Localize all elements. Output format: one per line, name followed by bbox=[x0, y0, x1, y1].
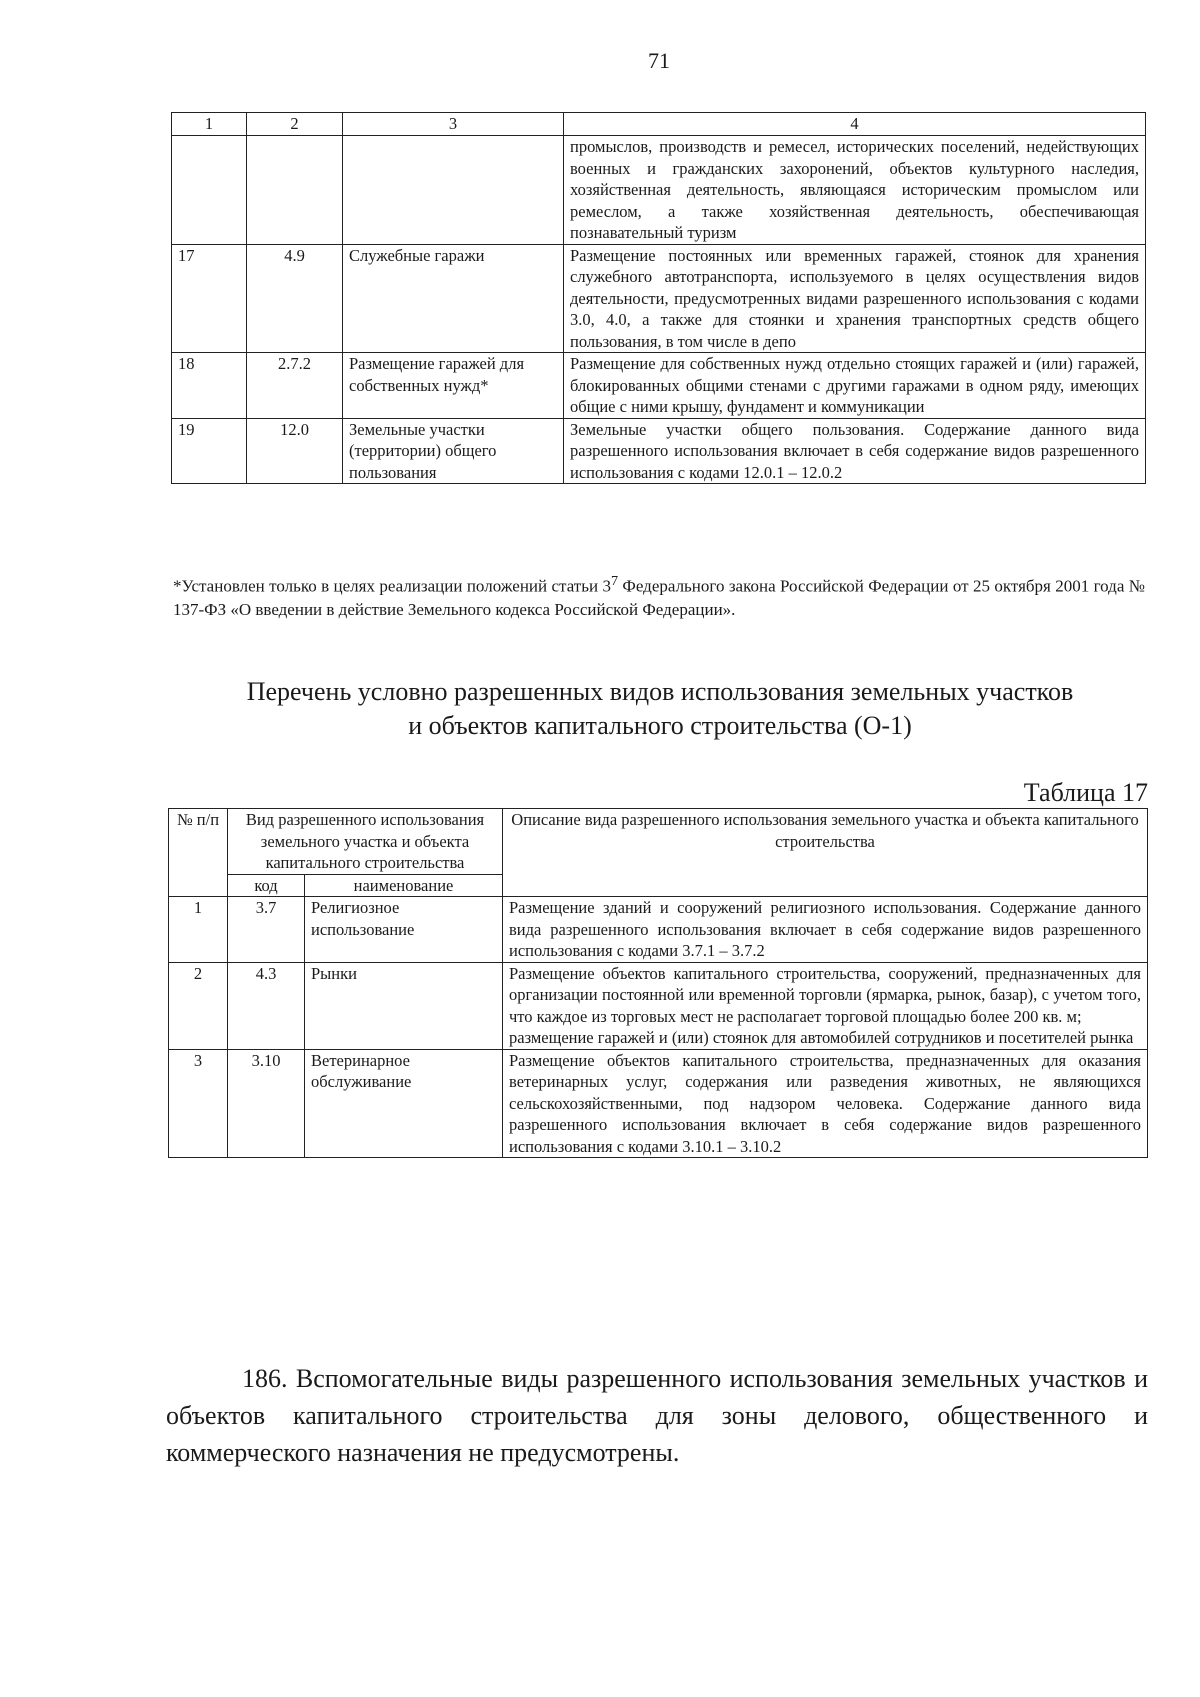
footnote-text: *Установлен только в целях реализации положений статьи 3 bbox=[173, 576, 611, 596]
row-number: 2 bbox=[169, 962, 228, 1049]
row-code: 2.7.2 bbox=[247, 353, 343, 419]
row-description: Земельные участки общего пользования. Содержание данного вида разрешенного использования включает в себя содержание видов разрешенного использования с кодами 12.0.1 – 12.0.2 bbox=[564, 418, 1146, 484]
row-name: Земельные участки (территории) общего пользования bbox=[343, 418, 564, 484]
header-code: код bbox=[228, 874, 305, 897]
row-name: Ветеринарное обслуживание bbox=[305, 1049, 503, 1158]
row-code: 4.3 bbox=[228, 962, 305, 1049]
section-title-line: Перечень условно разрешенных видов использования земельных участков bbox=[246, 677, 1074, 706]
row-name: Служебные гаражи bbox=[343, 244, 564, 353]
description-paragraph: Размещение зданий и сооружений религиозного использования. Содержание данного вида разрешенного использования включает в себя содержание видов разрешенного использования с кодами 3.7.1 – 3.7.2 bbox=[509, 898, 1141, 960]
row-description bbox=[503, 962, 1148, 1049]
header-name: наименование bbox=[305, 874, 503, 897]
row-number bbox=[172, 136, 247, 245]
page-number: 71 bbox=[648, 48, 670, 73]
row-number: 18 bbox=[172, 353, 247, 419]
row-name: Размещение гаражей для собственных нужд* bbox=[343, 353, 564, 419]
description-paragraph: Размещение объектов капитального строительства, сооружений, предназначенных для организации постоянной или временной торговли (ярмарка, рынок, базар), с учетом того, что каждое из торговых мест не располагает торговой площадью более 200 кв. м; bbox=[509, 963, 1141, 1026]
description-paragraph: Размещение объектов капитального строительства, предназначенных для оказания ветеринарных услуг, содержания или разведения животных, не являющихся сельскохозяйственными, под надзором человека. Содержание данного вида разрешенного использования включает в себя содержание видов разрешенного использования с кодами 3.10.1 – 3.10.2 bbox=[509, 1050, 1141, 1156]
header-cell: 3 bbox=[343, 113, 564, 136]
row-description bbox=[503, 897, 1148, 963]
table-header-row bbox=[172, 113, 1146, 136]
row-name: Религиозное использование bbox=[305, 897, 503, 963]
footnote-superscript: 7 bbox=[610, 573, 619, 589]
row-name: Рынки bbox=[305, 962, 503, 1049]
header-number: № п/п bbox=[169, 809, 228, 897]
row-number: 3 bbox=[169, 1049, 228, 1158]
row-code: 3.7 bbox=[228, 897, 305, 963]
row-code: 12.0 bbox=[247, 418, 343, 484]
row-code: 3.10 bbox=[228, 1049, 305, 1158]
row-name bbox=[343, 136, 564, 245]
row-description: Размещение для собственных нужд отдельно стоящих гаражей и (или) гаражей, блокированных общими стенами с другими гаражами в одном ряду, имеющих общие с ними крышу, фундамент и коммуникации bbox=[564, 353, 1146, 419]
paragraph-186: 186. Вспомогательные виды разрешенного использования земельных участков и объектов капитального строительства для зоны делового, общественного и коммерческого назначения не предусмотрены. bbox=[166, 1364, 1148, 1467]
table-row bbox=[169, 897, 1148, 963]
table-row bbox=[172, 353, 1146, 419]
footnote-text-end: Федерального закона Российской Федерации от 25 октября 2001 года № 137-ФЗ «О введении в действие Земельного кодекса Российской Федерации». bbox=[173, 576, 1145, 619]
table-row bbox=[172, 136, 1146, 245]
row-description bbox=[503, 1049, 1148, 1158]
table-row bbox=[169, 1049, 1148, 1158]
table-permitted-uses-continued bbox=[171, 112, 1146, 484]
section-title bbox=[160, 675, 1160, 743]
table-caption: Таблица 17 bbox=[1023, 778, 1148, 807]
header-cell: 2 bbox=[247, 113, 343, 136]
row-description: Размещение постоянных или временных гаражей, стоянок для хранения служебного автотранспорта, используемого в целях осуществления видов деятельности, предусмотренных видами разрешенного использования с кодами 3.0, 4.0, а также для стоянки и хранения транспортных средств общего пользования, в том числе в депо bbox=[564, 244, 1146, 353]
row-code bbox=[247, 136, 343, 245]
row-code: 4.9 bbox=[247, 244, 343, 353]
description-paragraph: размещение гаражей и (или) стоянок для автомобилей сотрудников и посетителей рынка bbox=[509, 1028, 1134, 1047]
table-conditional-uses bbox=[168, 808, 1148, 1158]
row-number: 19 bbox=[172, 418, 247, 484]
row-number: 17 bbox=[172, 244, 247, 353]
table-row bbox=[169, 962, 1148, 1049]
header-description: Описание вида разрешенного использования земельного участка и объекта капитального строительства bbox=[503, 809, 1148, 897]
table-row bbox=[172, 244, 1146, 353]
table-row bbox=[172, 418, 1146, 484]
row-number: 1 bbox=[169, 897, 228, 963]
header-cell: 1 bbox=[172, 113, 247, 136]
header-kind: Вид разрешенного использования земельного участка и объекта капитального строительства bbox=[228, 809, 503, 875]
table-header-row bbox=[169, 809, 1148, 875]
footnote bbox=[173, 570, 1145, 621]
row-description: промыслов, производств и ремесел, исторических поселений, недействующих военных и гражданских захоронений, объектов культурного наследия, хозяйственная деятельность, являющаяся историческим промыслом или ремеслом, а также хозяйственная деятельность, обеспечивающая познавательный туризм bbox=[564, 136, 1146, 245]
header-cell: 4 bbox=[564, 113, 1146, 136]
section-title-line: и объектов капитального строительства (О-1) bbox=[408, 711, 912, 740]
